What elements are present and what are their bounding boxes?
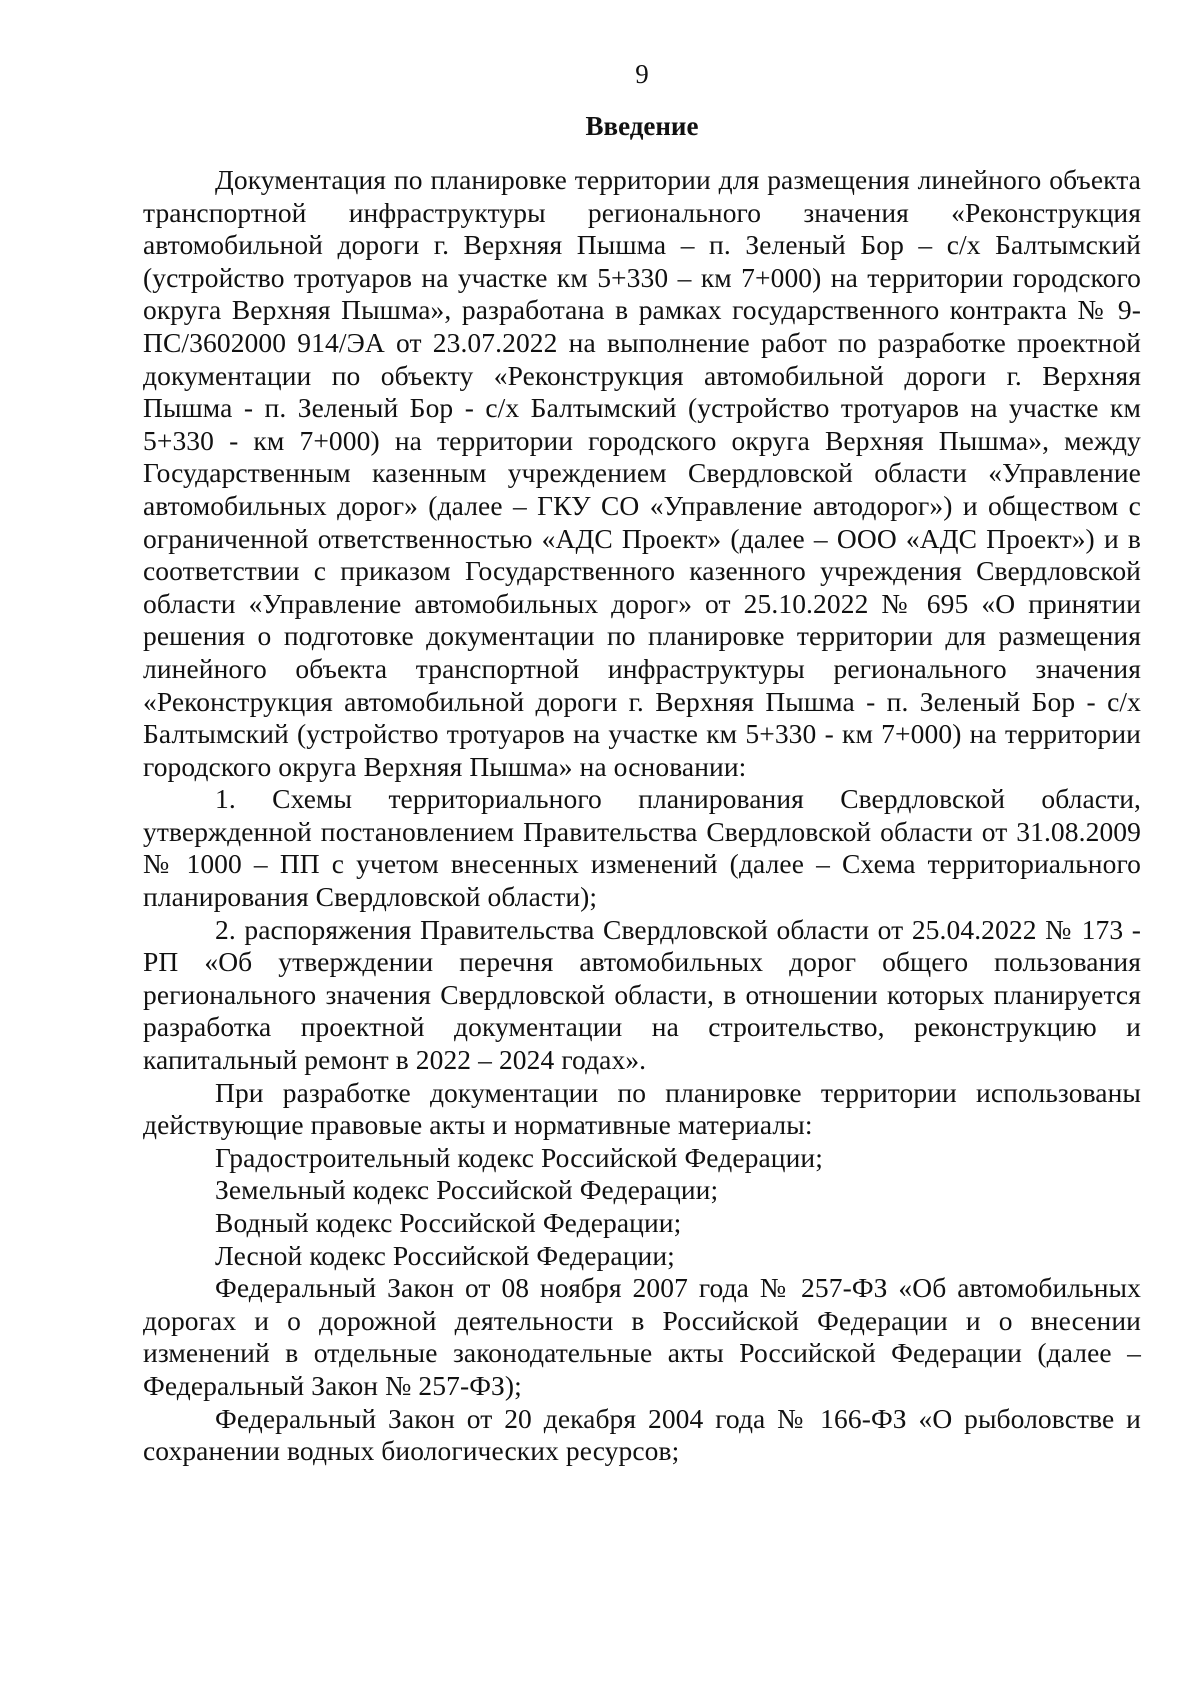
list-item-land-code: Земельный кодекс Российской Федерации; [215,1174,719,1206]
paragraph-legal-acts: При разработке документации по планировке территории использованы действующие правовые акты и нормативные материалы: [143,1076,1141,1141]
list-item-urban-code: Градостроительный кодекс Российской Федерации; [215,1141,823,1173]
list-item-water-code: Водный кодекс Российской Федерации; [215,1207,682,1238]
page-number: 9 [635,59,649,89]
list-item-law-166: Федеральный Закон от 20 декабря 2004 года № 166-ФЗ «О рыболовстве и сохранении водных биологических ресурсов; [143,1402,1141,1467]
paragraph-basis-2: 2. распоряжения Правительства Свердловской области от 25.04.2022 № 173 - РП «Об утверждении перечня автомобильных дорог общего пользования регионального значения Свердловской области, в отношении которых планируется разработка проектной документации на строительство, реконструкцию и капитальный ремонт в 2022 – 2024 годах». [143,913,1141,1076]
section-heading: Введение [585,111,699,141]
body-text [143,164,1141,1468]
list-item-forest-code: Лесной кодекс Российской Федерации; [215,1239,675,1271]
document-page [143,58,1141,1468]
paragraph-basis-1: 1. Схемы территориального планирования Свердловской области, утвержденной постановлением Правительства Свердловской области от 31.08.2009 № 1000 – ПП с учетом внесенных изменений (далее – Схема территориального планирования Свердловской области); [143,783,1141,913]
list-item-law-257: Федеральный Закон от 08 ноября 2007 года № 257-ФЗ «Об автомобильных дорогах и о дорожной деятельности в Российской Федерации и о внесении изменений в отдельные законодательные акты Российской Федерации (далее – Федеральный Закон № 257-ФЗ); [143,1272,1141,1401]
paragraph-intro: Документация по планировке территории для размещения линейного объекта транспортной инфраструктуры регионального значения «Реконструкция автомобильной дороги г. Верхняя Пышма – п. Зеленый Бор – с/х Балтымский (устройство тротуаров на участке км 5+330 – км 7+000) на территории городского округа Верхняя Пышма», разработана в рамках государственного контракта № 9-ПС/3602000 914/ЭА от 23.07.2022 на выполнение работ по разработке проектной документации по объекту «Реконструкция автомобильной дороги г. Верхняя Пышма - п. Зеленый Бор - с/х Балтымский (устройство тротуаров на участке км 5+330 - км 7+000) на территории городского округа Верхняя Пышма», между Государственным казенным учреждением Свердловской области «Управление автомобильных дорог» (далее – ГКУ СО «Управление автодорог») и обществом с ограниченной ответственностью «АДС Проект» (далее – ООО «АДС Проект») и в соответствии с приказом Государственного казенного учреждения Свердловской области «Управление автомобильных дорог» от 25.10.2022 № 695 «О принятии решения о подготовке документации по планировке территории для размещения линейного объекта транспортной инфраструктуры регионального значения «Реконструкция автомобильной дороги г. Верхняя Пышма - п. Зеленый Бор - с/х Балтымский (устройство тротуаров на участке км 5+330 - км 7+000) на территории городского округа Верхняя Пышма» на основании: [143,164,1141,782]
